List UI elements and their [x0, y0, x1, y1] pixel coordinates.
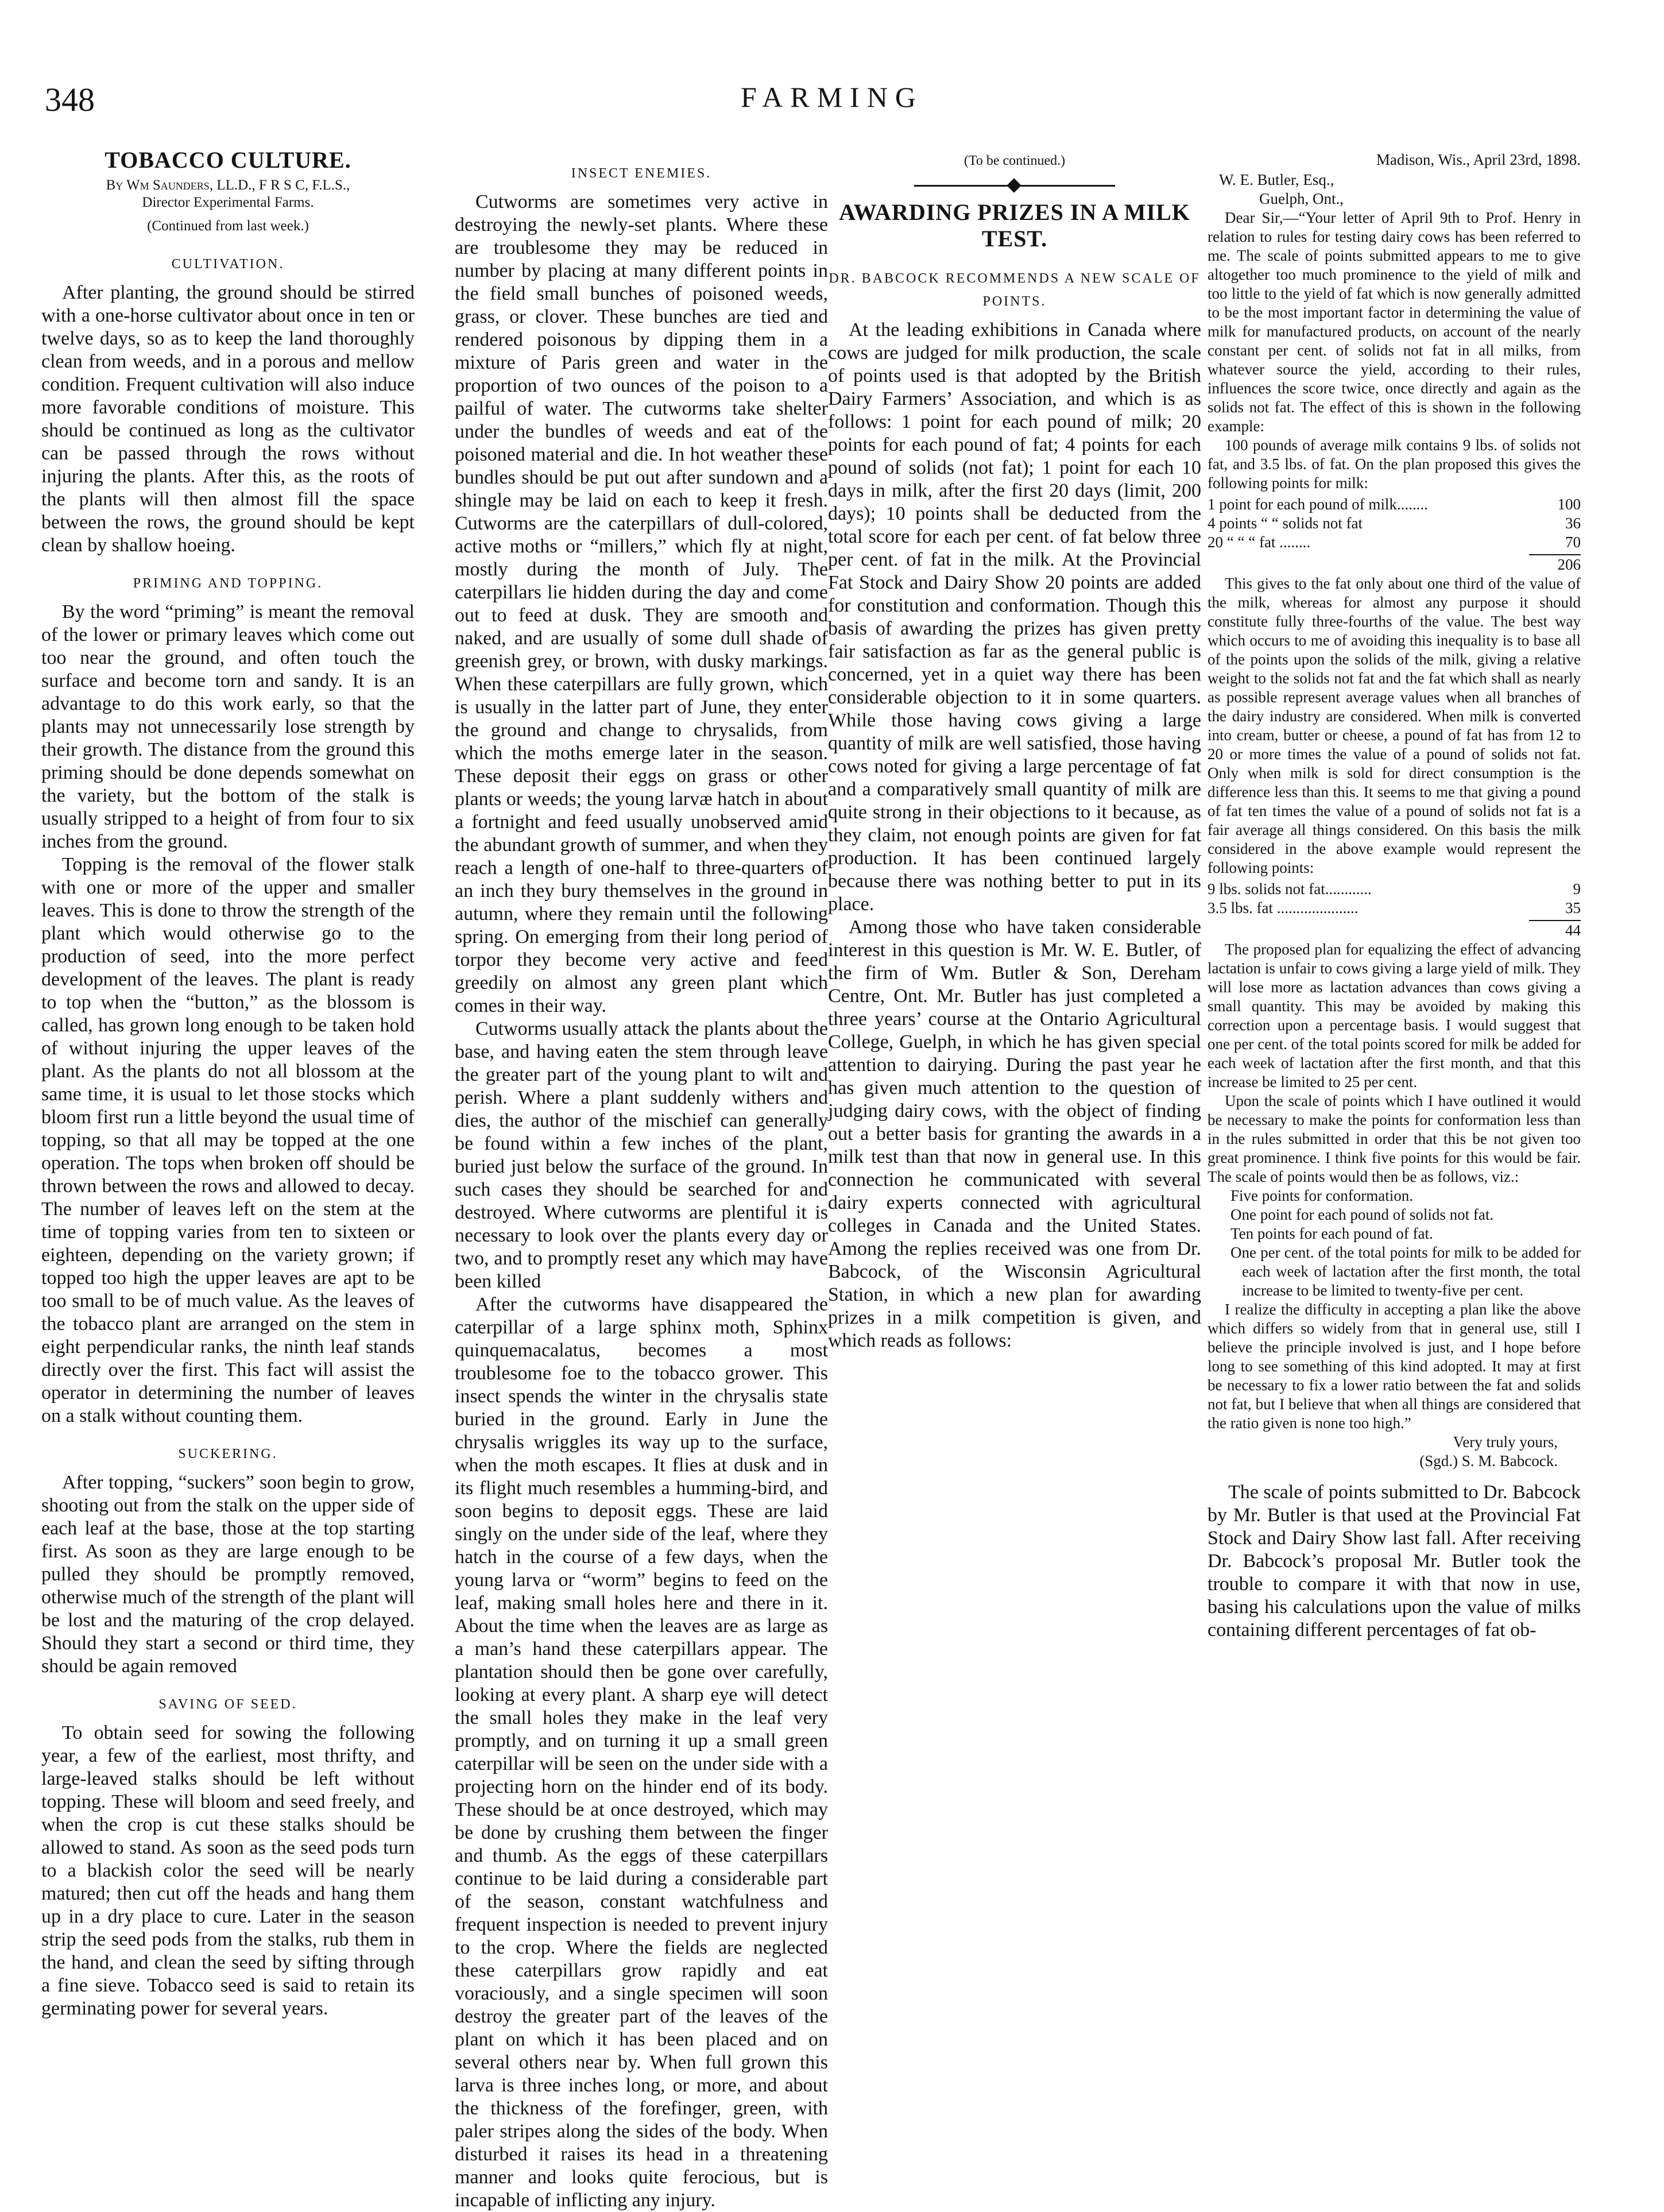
subhead-saving-seed: SAVING OF SEED.: [158, 1697, 297, 1712]
paragraph-sphinx-moth: After the cutworms have disappeared the caterpillar of a large sphinx moth, Sphinx quinquemacalatus, becomes a most troublesome foe to the tobacco grower. This insect spends the winter in the chrysalis state buried in the ground. Early in June the chrysalis wriggles its way up to the surface, when the moth escapes. It flies at dusk and in its flight much resembles a humming-bird, and soon begins to deposit eggs. These are laid singly on the under side of the leaf, where they hatch in the course of a few days, when the young larva or “worm” begins to feed on the leaf, making small holes here and there in it. About the time when the leaves are as large as a man’s hand these caterpillars appear. The plantation should then be gone over carefully, looking at every plant. A sharp eye will detect the small holes they make in the leaf very promptly, and on turning it up a small green caterpillar will be seen on the under side with a projecting horn on the hinder end of its body. These should be at once destroyed, which may be done by crushing them between the finger and thumb. As the eggs of these caterpillars continue to be laid during a considerable part of the season, constant watchfulness and frequent inspection is needed to prevent injury to the crop. Where the fields are neglected these caterpillars grow rapidly and eat voraciously, and a single specimen will soon destroy the greater part of the leaves of the plant on which it has been placed and on several others near by. When full grown this larva is three inches long, or more, and about the thickness of the forefinger, green, with paler stripes along the sides of the body. When disturbed it raises its head in a threatening manner and looks quite ferocious, but is incapable of inflicting any injury.: [455, 1294, 828, 2211]
article-subtitle-milk-test: DR. BABCOCK RECOMMENDS A NEW SCALE OF POINTS.: [829, 271, 1201, 309]
article-title-milk-test: AWARDING PRIZES IN A MILK TEST.: [839, 199, 1190, 252]
page-number: 348: [45, 81, 95, 118]
letter-paragraph-3: This gives to the fat only about one third of the value of the milk, whereas for almost any purpose it should constitute fully three-fourths of the value. The best way which occurs to me of avoiding this inequality is to base all of the points upon the solids of the milk, giving a relative weight to the solids not fat and the fat which shall as nearly as possible represent average values when all branches of the dairy industry are considered. When milk is converted into cream, butter or cheese, a pound of fat has from 12 to 20 or more times the value of a pound of solids not fat. Only when milk is sold for direct consumption is the difference less than this. It seems to me that giving a pound of fat ten times the value of a pound of solids not fat is a fair average all things considered. On this basis the milk considered in the above example would represent the following points:: [1208, 575, 1581, 876]
subhead-priming: PRIMING AND TOPPING.: [133, 576, 323, 591]
points-table-1: [1208, 495, 1581, 552]
author-position: Director Experimental Farms.: [142, 195, 314, 210]
table-cell-label: 4 points “ “ solids not fat: [1208, 515, 1363, 532]
list-item: One point for each pound of solids not fat.: [1230, 1206, 1494, 1223]
table-cell-label: 20 “ “ “ fat ........: [1208, 533, 1311, 551]
paragraph-saving-seed: To obtain seed for sowing the following year, a few of the earliest, most thrifty, and large-leaved stalks should be left without topping. These will bloom and seed freely, and when the crop is cut these stalks should be allowed to stand. As soon as the seed pods turn to a blackish color the seed will be nearly matured; then cut off the heads and hang them up in a dry place to cure. Later in the season strip the seed pods from the stalks, rub them in the hand, and clean the seed by sifting through a fine sieve. Tobacco seed is said to retain its germinating power for several years.: [41, 1722, 415, 2019]
paragraph-cultivation: After planting, the ground should be stirred with a one-horse cultivator about once in ten or twelve days, so as to keep the land thoroughly clean from weeds, and in a porous and mellow condition. Frequent cultivation will also induce more favorable conditions of moisture. This should be continued as long as the cultivator can be passed through the rows without injuring the plants. After this, as the roots of the plants will then almost fill the space between the rows, the ground should be kept clean by shallow hoeing.: [41, 282, 415, 556]
table-cell-value: 9: [1573, 880, 1581, 898]
paragraph-cutworm-attack: Cutworms usually attack the plants about the base, and having eaten the stem through leave the greater part of the young plant to wilt and perish. Where a plant suddenly withers and dies, the author of the mischief can generally be found within a few inches of the plant, buried just below the surface of the ground. In such cases they should be searched for and destroyed. Where cutworms are plentiful it is necessary to look over the plants every day or two, and to promptly reset any which may have been killed: [455, 1018, 828, 1292]
list-item: Ten points for each pound of fat.: [1230, 1225, 1433, 1242]
table-cell-label: 9 lbs. solids not fat............: [1208, 880, 1372, 898]
letter-paragraph-6: I realize the difficulty in accepting a plan like the above which differs so widely from that in general use, still I believe the principle involved is just, and I hope before long to see something of this kind adopted. It may at first be necessary to fix a lower ratio between the fat and solids not fat, but I believe that when all things are considered that the ratio given is none too high.”: [1208, 1301, 1581, 1432]
table-row: [1208, 533, 1581, 552]
column-3: [828, 147, 1201, 2191]
table-cell-label: 3.5 lbs. fat .....................: [1208, 899, 1359, 916]
letter-addressee: W. E. Butler, Esq.,: [1219, 171, 1334, 188]
babcock-letter: [1208, 150, 1581, 1471]
points-table-2: [1208, 880, 1581, 918]
letter-paragraph-1: Dear Sir,—“Your letter of April 9th to Prof. Henry in relation to rules for testing dairy cows has been referred to me. The scale of points submitted appears to me to give altogether too much prominence to the yield of milk and too little to the yield of fat which is now generally admitted to be the most important factor in determining the value of milk for manufactured products, on account of the nearly constant per cent. of solids not fat in all milks, from whatever source the yield, according to their rules, influences the score twice, once directly and again as the solids not fat. The effect of this is shown in the following example:: [1208, 209, 1581, 435]
table-row: [1208, 514, 1581, 533]
paragraph-suckering: After topping, “suckers” soon begin to grow, shooting out from the stalk on the upper side of each leaf at the base, those at the top starting first. As soon as they are large enough to be pulled they should be promptly removed, otherwise much of the strength of the plant will be lost and the maturing of the crop delayed. Should they start a second or third time, they should be again removed: [41, 1472, 415, 1677]
letter-paragraph-4: The proposed plan for equalizing the effect of advancing lactation is unfair to cows giving a large yield of milk. They will lose more as lactation advances than cows giving a small quantity. This may be avoided by making this correction upon a percentage basis. I would suggest that one per cent. of the total points scored for milk be added for each week of lactation after the first month, and that this increase be limited to 25 per cent.: [1208, 941, 1581, 1090]
table-1-total: 206: [1529, 554, 1581, 574]
paragraph-butler: Among those who have taken considerable interest in this question is Mr. W. E. Butler, of the firm of Wm. Butler & Son, Dereham Centre, Ont. Mr. Butler has just completed a three years’ course at the Ontario Agricultural College, Guelph, in which he has given special attention to dairying. During the past year he has given much attention to the question of judging dairy cows, with the object of finding out a better basis for granting the awards in a milk test than that now in general use. In this connection he communicated with several dairy experts connected with agricultural colleges in Canada and the United States. Among the replies received was one from Dr. Babcock, of the Wisconsin Agricultural Station, in which a new plan for awarding prizes in a milk competition is given, and which reads as follows:: [828, 916, 1201, 1351]
letter-paragraph-5: Upon the scale of points which I have outlined it would be necessary to make the points for conformation less than in the rules submitted in order that this be not given too great prominence. I think five points for this would be fair. The scale of points would then be as follows, viz.:: [1208, 1092, 1581, 1185]
column-2: [455, 147, 828, 2211]
subhead-cultivation: CULTIVATION.: [171, 257, 285, 272]
column-4: [1208, 147, 1581, 2191]
subhead-suckering: SUCKERING.: [178, 1447, 278, 1461]
column-1: [41, 147, 415, 2191]
scale-of-points-list: [1230, 1186, 1581, 1300]
table-2-total: 44: [1529, 920, 1581, 940]
continued-note: (Continued from last week.): [147, 218, 309, 234]
table-row: [1208, 899, 1581, 918]
table-cell-value: 35: [1565, 899, 1581, 916]
paragraph-scale-comparison: The scale of points submitted to Dr. Babcock by Mr. Butler is that used at the Provincial Fat Stock and Dairy Show last fall. After receiving Dr. Babcock’s proposal Mr. Butler took the trouble to compare it with that now in use, basing his calculations upon the value of milks containing different percentages of fat ob-: [1208, 1482, 1581, 1641]
running-title: FARMING: [741, 81, 923, 113]
letter-closing: Very truly yours,: [1453, 1433, 1558, 1451]
table-cell-value: 100: [1557, 496, 1581, 513]
list-item: One per cent. of the total points for milk to be added for each week of lactation after the first month, the total increase to be limited to twenty-five per cent.: [1230, 1244, 1581, 1299]
article-title-tobacco: TOBACCO CULTURE.: [105, 147, 351, 173]
section-divider: [914, 185, 1115, 187]
table-row: [1208, 880, 1581, 899]
paragraph-priming: By the word “priming” is meant the removal of the lower or primary leaves which come out too near the ground, and often touch the surface and become torn and sandy. It is an advantage to do this work early, so that the plants may not unnecessarily lose strength by their growth. The distance from the ground this priming should be done depends somewhat on the variety, but the bottom of the stalk is usually stripped to a height of from four to six inches from the ground.: [41, 601, 415, 852]
subhead-insect-enemies: INSECT ENEMIES.: [571, 166, 712, 181]
paragraph-cutworms: Cutworms are sometimes very active in destroying the newly-set plants. Where these are troublesome they may be reduced in number by placing at many different points in the field small bunches of poisoned weeds, grass, or clover. These bunches are tied and rendered poisonous by dipping them in a mixture of Paris green and water in the proportion of two ounces of the poison to a pailful of water. The cutworms take shelter under the bundles of weeds and eat of the poisoned material and die. In hot weather these bundles should be put out after sundown and a shingle may be laid on each to keep it fresh. Cutworms are the caterpillars of dull-colored, active moths or “millers,” which fly at night, mostly during the month of July. The caterpillars lie hidden during the day and come out to feed at dusk. They are smooth and naked, and are usually of some dull shade of greenish grey, or brown, with dusky markings. When these caterpillars are fully grown, which is usually in the latter part of June, they enter the ground and change to chrysalids, from which the moths emerge later in the season. These deposit their eggs on grass or other plants or weeds; the young larvæ hatch in about a fortnight and feed usually unobserved amid the abundant growth of summer, and when they reach a length of one-half to three-quarters of an inch they bury themselves in the ground in autumn, where they remain until the following spring. On emerging from their long period of torpor they become very active and feed greedily on almost any green plant which comes in their way.: [455, 191, 828, 1016]
table-cell-label: 1 point for each pound of milk........: [1208, 496, 1428, 513]
paragraph-milk-intro: At the leading exhibitions in Canada where cows are judged for milk production, the scale of points used is that adopted by the British Dairy Farmers’ Association, and which is as follows: 1 point for each pound of milk; 20 points for each pound of fat; 4 points for each pound of solids (not fat); 1 point for each 10 days in milk, after the first 20 days (limit, 200 days); 10 points shall be deducted from the total score for each per cent. of fat below three per cent. of fat in the milk. At the Provincial Fat Stock and Dairy Show 20 points are added for constitution and conformation. Though this basis of awarding the prizes has given pretty fair satisfaction as far as the general public is concerned, yet in a quiet way there has been considerable objection to it in some quarters. While those having cows giving a large quantity of milk are well satisfied, those having cows noted for giving a large percentage of fat and a comparatively small quantity of milk are quite strong in their objections to it because, as they claim, not enough points are given for fat production. It has been continued largely because there was nothing better to put in its place.: [828, 319, 1201, 915]
to-be-continued-note: (To be continued.): [963, 153, 1066, 168]
letter-signature: (Sgd.) S. M. Babcock.: [1419, 1452, 1558, 1469]
paragraph-topping: Topping is the removal of the flower stalk with one or more of the upper and smaller leaves. This is done to throw the strength of the plant which would otherwise go to the production of seed, into the more perfect development of the leaves. The plant is ready to top when the “button,” as the blossom is called, has grown long enough to be taken hold of without injuring the upper leaves of the plant. As the plants do not all blossom at the same time, it is usual to let those stocks which bloom first run a little beyond the usual time of topping, so that all may be topped at the one operation. The tops when broken off should be thrown between the rows and allowed to decay. The number of leaves left on the stem at the time of topping varies from ten to sixteen or eighteen, depending on the variety grown; if topped too high the upper leaves are apt to be too small to be of much value. As the leaves of the tobacco plant are arranged on the stem in eight perpendicular ranks, the ninth leaf stands directly over the first. This fact will assist the operator in determining the number of leaves on a stalk without counting them.: [41, 854, 415, 1426]
table-row: [1208, 495, 1581, 514]
author-byline: By Wm Saunders, LL.D., F R S C, F.L.S.,: [106, 177, 350, 193]
table-cell-value: 70: [1565, 533, 1581, 551]
letter-address: Guelph, Ont.,: [1259, 190, 1344, 207]
page-header: [0, 80, 1664, 132]
table-cell-value: 36: [1565, 515, 1581, 532]
letter-paragraph-2: 100 pounds of average milk contains 9 lbs. of solids not fat, and 3.5 lbs. of fat. On the plan proposed this gives the following points for milk:: [1208, 436, 1581, 492]
list-item: Five points for conformation.: [1230, 1187, 1413, 1204]
letter-dateline: Madison, Wis., April 23rd, 1898.: [1376, 151, 1581, 168]
